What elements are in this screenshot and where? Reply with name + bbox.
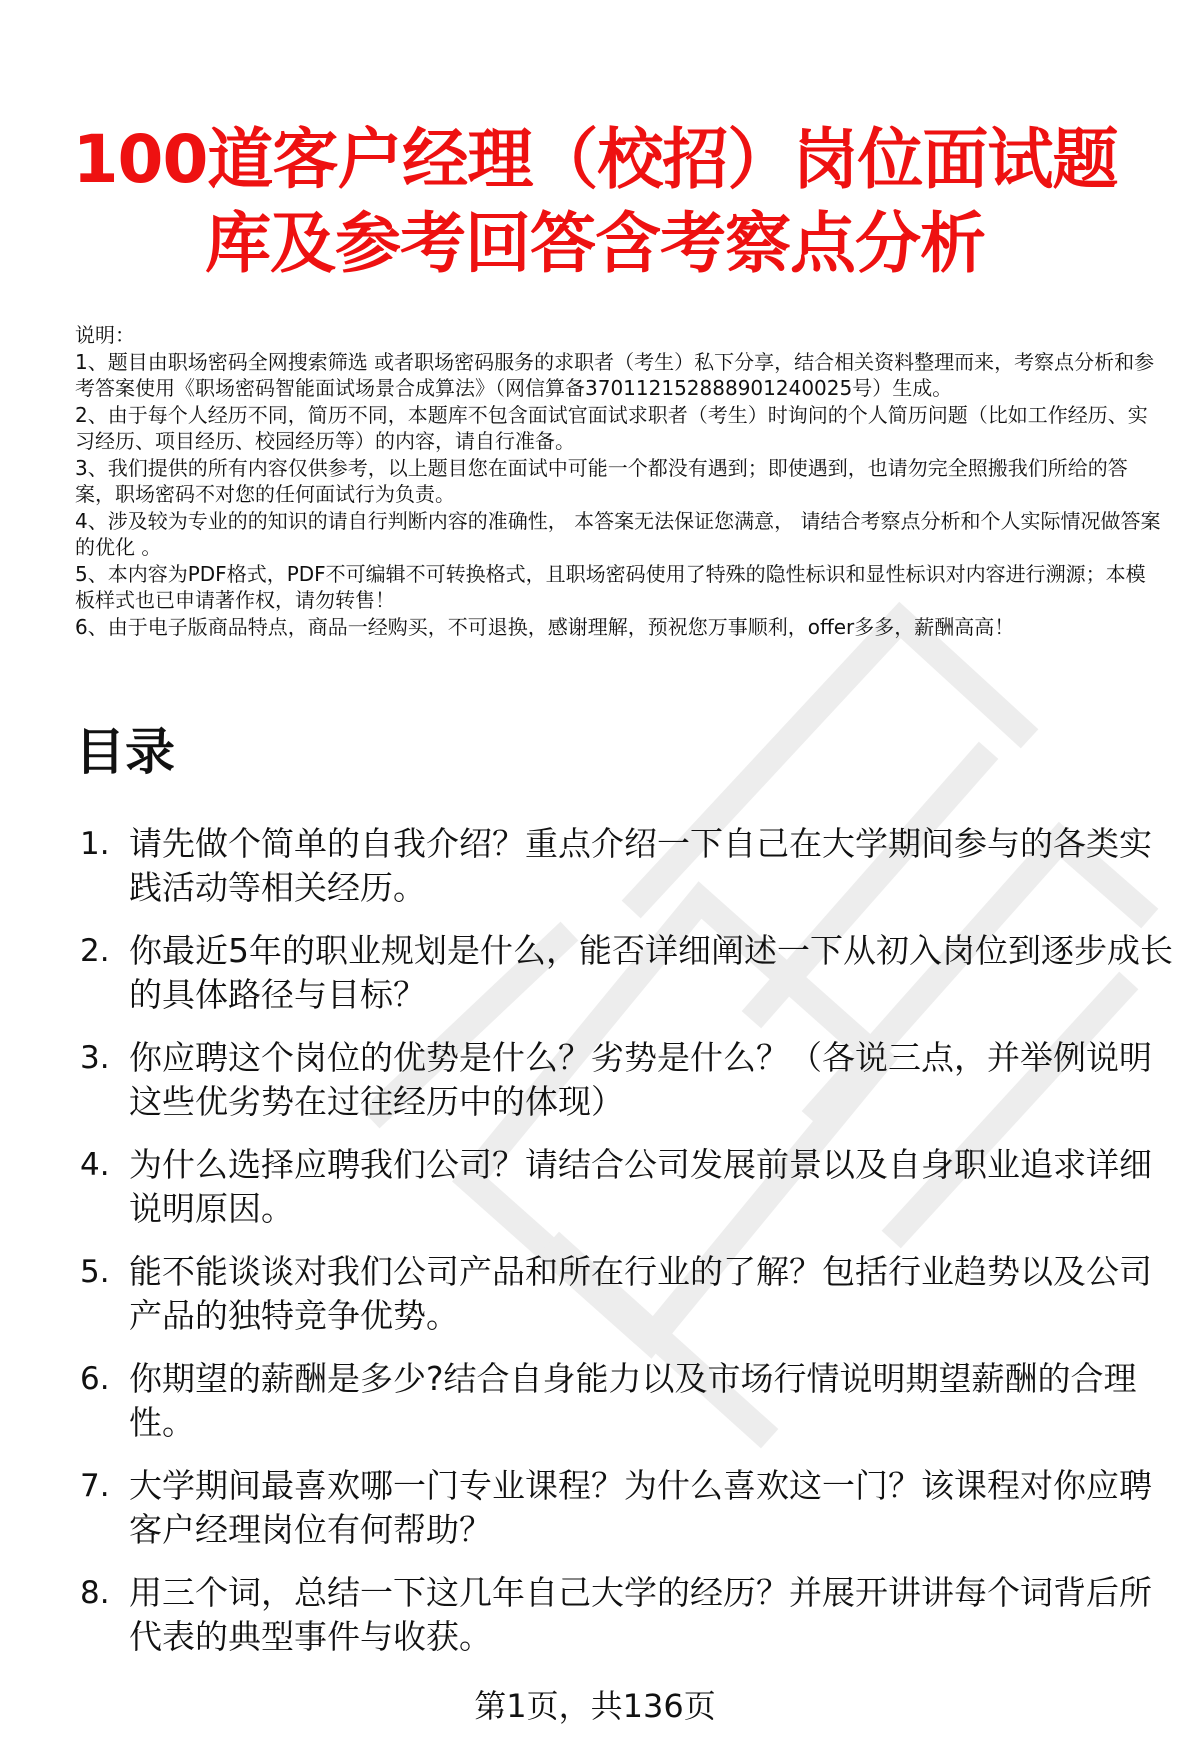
toc-item[interactable] — [75, 1250, 1175, 1338]
toc-item-text: 大学期间最喜欢哪一门专业课程？为什么喜欢这一门？该课程对你应聘客户经理岗位有何帮助？ — [129, 1466, 1152, 1549]
toc-item-text: 你期望的薪酬是多少?结合自身能力以及市场行情说明期望薪酬的合理性。 — [129, 1359, 1137, 1442]
toc-item-text: 用三个词，总结一下这几年自己大学的经历？并展开讲讲每个词背后所代表的典型事件与收获。 — [129, 1573, 1152, 1656]
toc-item-number: 6. — [80, 1361, 110, 1397]
toc-item-text: 请先做个简单的自我介绍？重点介绍一下自己在大学期间参与的各类实践活动等相关经历。 — [129, 824, 1152, 907]
toc-item[interactable] — [75, 1571, 1175, 1659]
note-item: 6、由于电子版商品特点，商品一经购买，不可退换，感谢理解，预祝您万事顺利，offer多多，薪酬高高！ — [75, 614, 1015, 639]
page-footer: 第1页，共136页 — [474, 1687, 716, 1725]
toc-item-number: 7. — [80, 1468, 110, 1504]
toc-item[interactable] — [75, 1464, 1175, 1552]
toc-item-number: 1. — [80, 826, 110, 862]
toc-item[interactable] — [75, 929, 1175, 1017]
toc-item-number: 5. — [80, 1254, 110, 1290]
toc-list — [75, 822, 1175, 1678]
toc-item-text: 能不能谈谈对我们公司产品和所在行业的了解？包括行业趋势以及公司产品的独特竞争优势。 — [129, 1252, 1152, 1335]
note-item: 3、我们提供的所有内容仅供参考，以上题目您在面试中可能一个都没有遇到；即使遇到，也请勿完全照搬我们所给的答案，职场密码不对您的任何面试行为负责。 — [75, 455, 1128, 506]
note-item: 5、本内容为PDF格式，PDF不可编辑不可转换格式，且职场密码使用了特殊的隐性标识和显性标识对内容进行溯源；本模板样式也已申请著作权，请勿转售！ — [75, 561, 1146, 612]
note-item: 2、由于每个人经历不同，简历不同，本题库不包含面试官面试求职者（考生）时询问的个人简历问题（比如工作经历、实习经历、项目经历、校园经历等）的内容，请自行准备。 — [75, 402, 1148, 453]
toc-item[interactable] — [75, 1143, 1175, 1231]
toc-item-text: 你最近5年的职业规划是什么，能否详细阐述一下从初入岗位到逐步成长的具体路径与目标？ — [129, 931, 1173, 1014]
toc-item[interactable] — [75, 1357, 1175, 1445]
title-line-1: 100道客户经理（校招）岗位面试题 — [72, 121, 1118, 198]
title-line-2: 库及参考回答含考察点分析 — [205, 205, 985, 282]
toc-item[interactable] — [75, 1036, 1175, 1124]
note-item: 1、题目由职场密码全网搜索筛选 或者职场密码服务的求职者（考生）私下分享，结合相关资料整理而来，考察点分析和参考答案使用《职场密码智能面试场景合成算法》（网信算备370112152888901240025号）生成。 — [75, 349, 1155, 400]
notes-section — [75, 322, 1165, 640]
toc-item-number: 2. — [80, 933, 110, 969]
toc-item[interactable] — [75, 822, 1175, 910]
toc-item-number: 3. — [80, 1040, 110, 1076]
toc-item-number: 4. — [80, 1147, 110, 1183]
toc-item-text: 为什么选择应聘我们公司？请结合公司发展前景以及自身职业追求详细说明原因。 — [129, 1145, 1152, 1228]
document-title — [70, 118, 1120, 286]
toc-item-number: 8. — [80, 1575, 110, 1611]
toc-item-text: 你应聘这个岗位的优势是什么？劣势是什么？（各说三点，并举例说明这些优劣势在过往经历中的体现） — [129, 1038, 1152, 1121]
toc-heading: 目录 — [75, 723, 175, 781]
notes-heading: 说明： — [75, 323, 135, 347]
note-item: 4、涉及较为专业的的知识的请自行判断内容的准确性， 本答案无法保证您满意， 请结合考察点分析和个人实际情况做答案的优化 。 — [75, 508, 1161, 559]
